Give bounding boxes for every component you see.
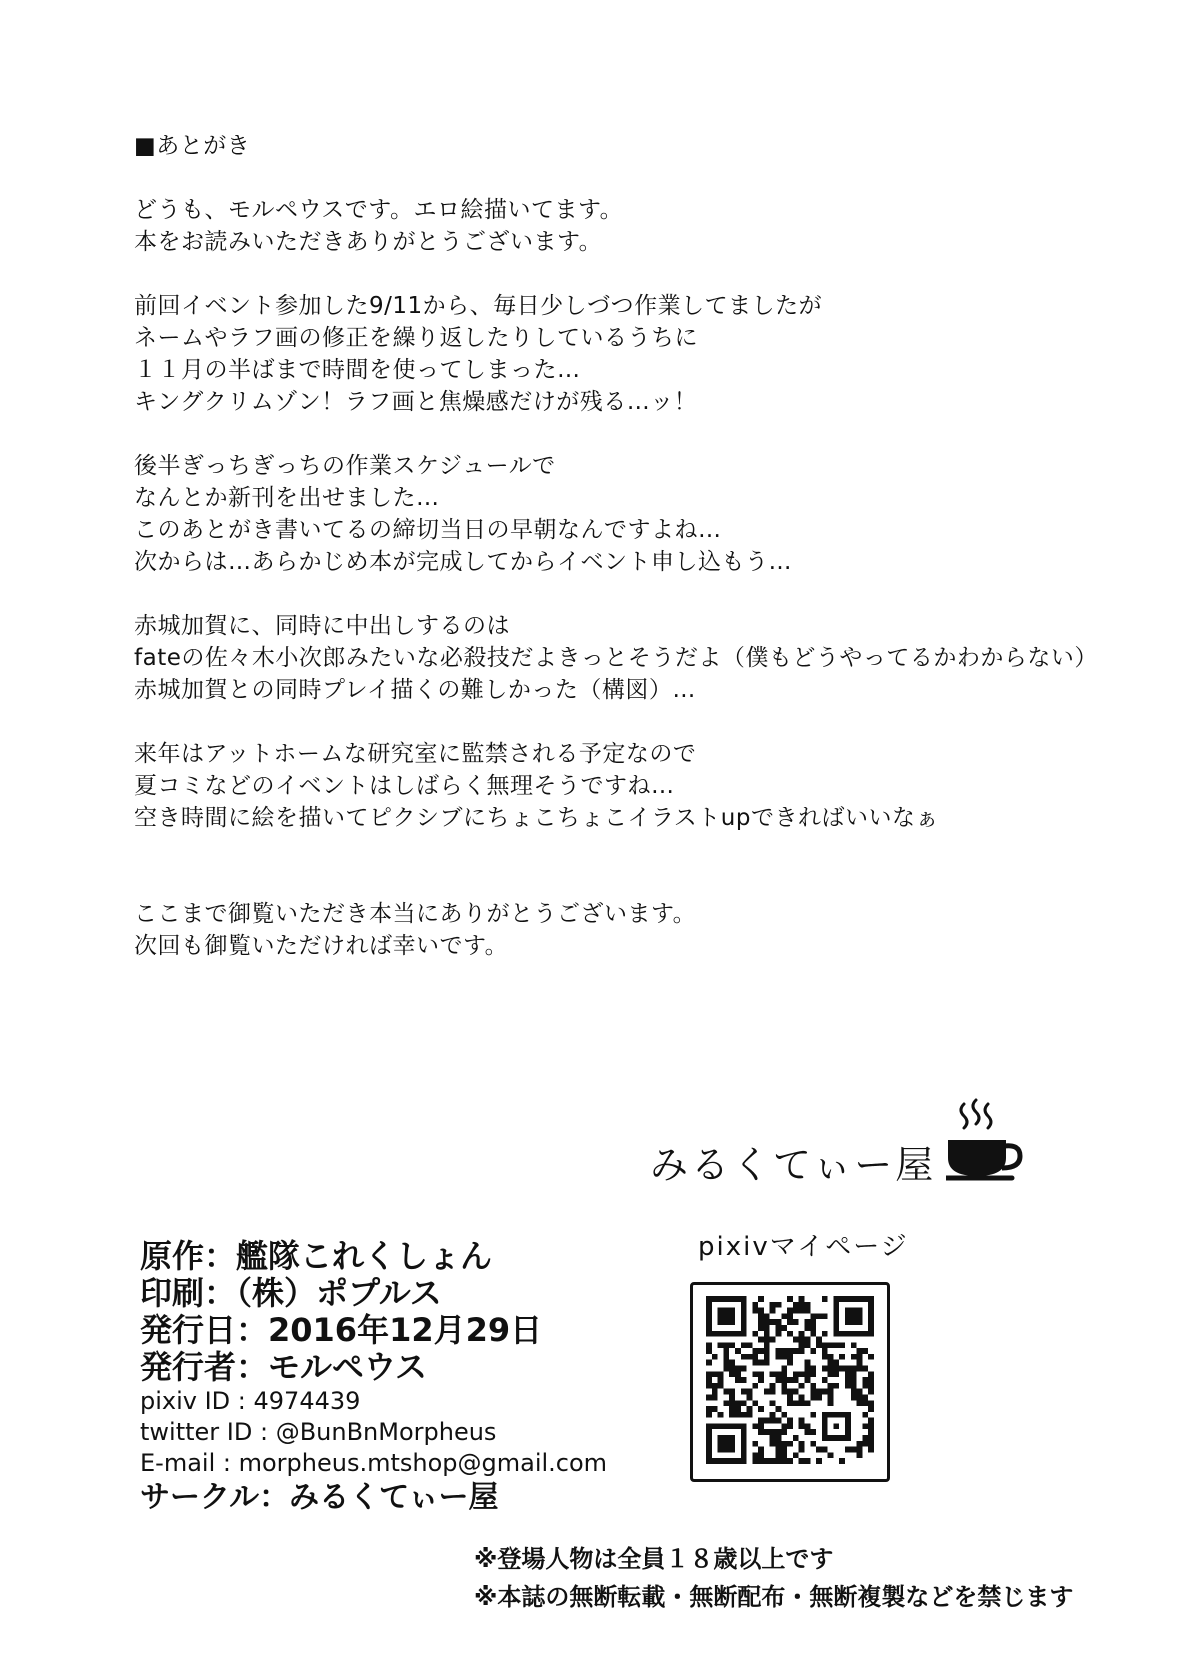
colophon-date: 発行日：2016年12月29日: [140, 1311, 543, 1349]
afterword-line: 次回も御覧いただければ幸いです。: [134, 933, 509, 959]
afterword-line: 来年はアットホームな研究室に監禁される予定なので: [134, 741, 697, 767]
colophon-original: 原作：艦隊これくしょん: [140, 1237, 493, 1275]
colophon-pixiv-id: pixiv ID : 4974439: [140, 1387, 361, 1415]
afterword-line: なんとか新刊を出せました…: [134, 485, 440, 511]
colophon-circle: サークル：みるくてぃー屋: [140, 1480, 499, 1515]
circle-logo: [650, 1100, 1026, 1190]
colophon-printer: 印刷：（株）ポプルス: [140, 1274, 442, 1312]
afterword-line: 夏コミなどのイベントはしばらく無理そうですね…: [134, 773, 675, 799]
afterword-section: [134, 130, 1134, 994]
afterword-line: 空き時間に絵を描いてピクシブにちょこちょこイラストupできればいいなぁ: [134, 805, 939, 831]
notices: [474, 1540, 1073, 1616]
afterword-line: ネームやラフ画の修正を繰り返したりしているうちに: [134, 325, 698, 351]
afterword-paragraph: [134, 898, 1134, 962]
afterword-line: 赤城加賀との同時プレイ描くの難しかった（構図）…: [134, 677, 696, 703]
afterword-paragraph: [134, 290, 1134, 418]
afterword-heading: ■あとがき: [134, 133, 251, 159]
afterword-line: 次からは…あらかじめ本が完成してからイベント申し込もう…: [134, 549, 792, 575]
afterword-line: どうも、モルペウスです。エロ絵描いてます。: [134, 197, 624, 223]
qr-block: [690, 1230, 909, 1482]
afterword-line: 前回イベント参加した9/11から、毎日少しづつ作業してましたが: [134, 293, 823, 319]
afterword-paragraph: [134, 194, 1134, 258]
afterword-line: 本をお読みいただきありがとうございます。: [134, 229, 603, 255]
afterword-line: 後半ぎっちぎっちの作業スケジュールで: [134, 453, 556, 479]
colophon: [140, 1238, 660, 1516]
afterword-line: このあとがき書いてるの締切当日の早朝なんですよね…: [134, 517, 722, 543]
afterword-paragraph: [134, 738, 1134, 834]
colophon-publisher: 発行者：モルペウス: [140, 1348, 428, 1386]
notice-copyright: ※本誌の無断転載・無断配布・無断複製などを禁じます: [474, 1583, 1074, 1611]
colophon-email: E-mail : morpheus.mtshop@gmail.com: [140, 1449, 608, 1477]
afterword-line: ここまで御覧いただき本当にありがとうございます。: [134, 901, 697, 927]
notice-age: ※登場人物は全員１８歳以上です: [474, 1545, 834, 1573]
colophon-twitter-id: twitter ID : @BunBnMorpheus: [140, 1418, 497, 1446]
afterword-line: キングクリムゾン！ラフ画と焦燥感だけが残る…ッ！: [134, 389, 698, 415]
qr-code-icon: [706, 1296, 874, 1468]
circle-logo-name: みるくてぃー屋: [650, 1143, 937, 1187]
afterword-line: fateの佐々木小次郎みたいな必殺技だよきっとそうだよ（僕もどうやってるかわからない）: [134, 645, 1098, 671]
afterword-paragraph: [134, 610, 1134, 706]
qr-label: pixivマイページ: [698, 1232, 909, 1262]
afterword-line: １１月の半ばまで時間を使ってしまった…: [134, 357, 581, 383]
afterword-paragraph: [134, 450, 1134, 578]
afterword-line: 赤城加賀に、同時に中出しするのは: [134, 613, 510, 639]
qr-frame: [690, 1282, 890, 1482]
coffee-cup-icon: [946, 1096, 1026, 1190]
